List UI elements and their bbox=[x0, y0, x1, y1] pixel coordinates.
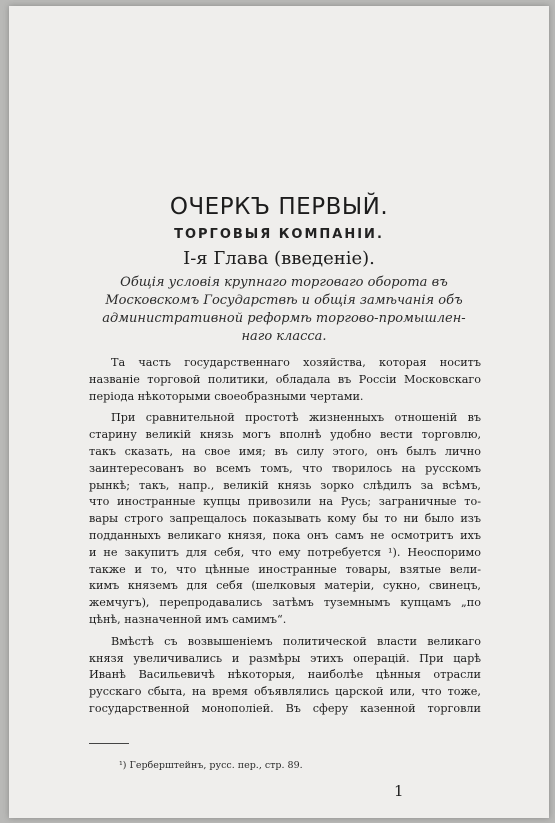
essay-title: ОЧЕРКЪ ПЕРВЫЙ. bbox=[169, 194, 389, 220]
text-line: старину великій князь могъ вполнѣ удобно вести торговлю, bbox=[89, 428, 481, 442]
text-line: государственной монополіей. Въ сферу казенной торговли bbox=[89, 701, 481, 715]
text-line: рынкѣ; такъ, напр., великій князь зорко слѣдилъ за всѣмъ, bbox=[89, 478, 481, 492]
summary-line: Общія условія крупнаго торговаго оборота въ bbox=[120, 275, 448, 290]
text-line: кимъ княземъ для себя (шелковыя матеріи, сукно, свинецъ, bbox=[89, 579, 481, 593]
text-line: русскаго сбыта, на время объявлялись царской или, что тоже, bbox=[89, 685, 481, 699]
text-line: Та часть государственнаго хозяйства, которая носитъ bbox=[111, 356, 481, 369]
chapter-summary bbox=[84, 274, 484, 346]
text-line: и не закупитъ для себя, что ему потребуется ¹). Неоспоримо bbox=[89, 545, 481, 559]
summary-line: Московскомъ Государствѣ и общія замѣчанія объ bbox=[105, 293, 463, 308]
paragraph bbox=[89, 634, 481, 718]
body-text bbox=[89, 355, 481, 723]
footnote: ¹) Герберштейнъ, русс. пер., стр. 89. bbox=[119, 760, 303, 771]
text-line: Вмѣстѣ съ возвышеніемъ политической власти великаго bbox=[111, 634, 481, 648]
text-line: что иностранные купцы привозили на Русь; заграничные то- bbox=[89, 495, 481, 509]
paragraph bbox=[89, 410, 481, 628]
essay-subtitle: ТОРГОВЫЯ КОМПАНІИ. bbox=[174, 227, 384, 242]
paragraph bbox=[89, 355, 481, 405]
chapter-heading: I-я Глава (введеніе). bbox=[183, 248, 375, 269]
text-line: подданныхъ великаго князя, пока онъ самъ не осмотритъ ихъ bbox=[89, 528, 481, 542]
text-line: вары строго запрещалось показывать кому бы то ни было изъ bbox=[89, 512, 481, 526]
text-line: жемчугъ), перепродавались затѣмъ туземнымъ купцамъ „по bbox=[89, 596, 481, 610]
page-number: 1 bbox=[394, 782, 404, 800]
text-line: такъ сказать, на свое имя; въ силу этого, онъ былъ лично bbox=[89, 444, 481, 458]
text-line: заинтересованъ во всемъ томъ, что творилось на русскомъ bbox=[89, 461, 481, 475]
text-line: періода нѣкоторыми своеобразными чертами. bbox=[89, 389, 364, 403]
text-line: князя увеличивались и размѣры этихъ операцій. При царѣ bbox=[89, 651, 481, 665]
text-line: цѣнѣ, назначенной имъ самимъ“. bbox=[89, 612, 287, 626]
text-line: также и то, что цѣнные иностранные товары, взятые вели- bbox=[89, 562, 481, 576]
footnote-rule bbox=[89, 743, 129, 744]
text-line: Иванѣ Васильевичѣ нѣкоторыя, наиболѣе цѣнныя отрасли bbox=[89, 668, 481, 682]
book-page bbox=[9, 6, 549, 818]
summary-line: административной реформѣ торгово-промышлен- bbox=[102, 311, 466, 326]
text-line: При сравнительной простотѣ жизненныхъ отношеній въ bbox=[111, 411, 481, 425]
summary-line: наго класса. bbox=[241, 329, 327, 344]
text-line: названіе торговой политики, обладала въ Россіи Московскаго bbox=[89, 372, 481, 386]
